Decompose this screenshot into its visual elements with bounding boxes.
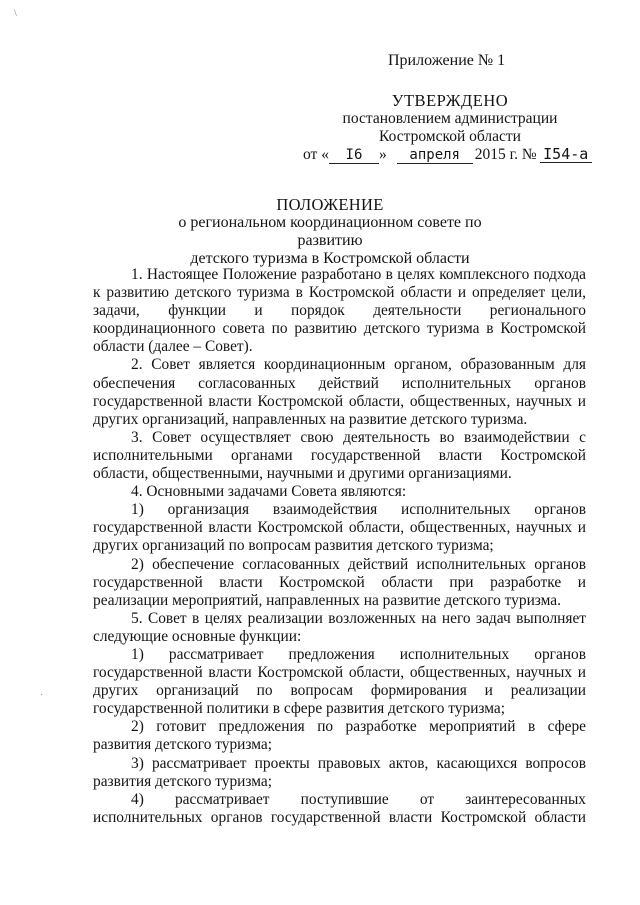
approval-line-2: Костромской области [379,128,521,145]
paragraph: 5. Совет в целях реализации возложенных на него задач выполняет следующие основные функции: [93,609,586,645]
scan-mark: · [40,690,44,701]
paragraph: 1) организация взаимодействия исполнительных органов государственной власти Костромской области, общественных, научных и других организаций по вопросам развития детского туризма; [93,501,586,555]
approval-date-line [303,146,592,164]
date-day: I6 [329,148,379,164]
paragraph: 4. Основными задачами Совета являются: [131,483,407,501]
paragraph: 2) обеспечение согласованных действий исполнительных органов государственной власти Костромской области при разработке и реализации мероприятий, направленных на развитие детского туризма. [93,555,586,609]
date-quote-close: » [378,146,387,163]
paragraph: 3. Совет осуществляет свою деятельность во взаимодействии с исполнительными органами государственной власти Костромской области, общественными, научными и другими организациями. [93,428,586,483]
document-body [93,266,586,827]
date-year: 2015 г. № [474,146,537,163]
title-main: ПОЛОЖЕНИЕ [276,195,384,214]
paragraph: 1) рассматривает предложения исполнительных органов государственной власти Костромской области, общественных, научных и других организаций по вопросам формирования и реализации государственной политики в сфере развития детского туризма; [93,645,586,718]
title-line-1: о региональном координационном совете по развитию [178,214,482,249]
date-month: апреля [397,148,473,164]
document-title [150,196,510,268]
paragraph: 2. Совет является координационным органом, образованным для обеспечения согласованных действий исполнительных органов государственной власти Костромской области, общественных, научных и других организаций, направленных на развитие детского туризма. [93,356,586,428]
approval-heading: УТВЕРЖДЕНО [391,91,509,110]
title-line-2: детского туризма в Костромской области [190,250,470,267]
date-prefix: от « [303,146,329,163]
scan-mark: \ [14,8,17,19]
approval-block [300,92,600,146]
paragraph: 1. Настоящее Положение разработано в целях комплексного подхода к развитию детского туризма в Костромской области и определяет цели, задачи, функции и порядок деятельности регионального координационного совета по развитию детского туризма в Костромской области (далее – Совет). [93,266,586,356]
appendix-label: Приложение № 1 [388,52,506,69]
approval-line-1: постановлением администрации [342,110,558,127]
paragraph: 3) рассматривает проекты правовых актов, касающихся вопросов развития детского туризма; [93,754,586,790]
paragraph: 2) готовит предложения по разработке мероприятий в сфере развития детского туризма; [93,718,586,754]
paragraph: 4) рассматривает поступившие от заинтересованных исполнительных органов государственной власти Костромской области [93,790,586,826]
document-number: I54-а [540,147,592,163]
